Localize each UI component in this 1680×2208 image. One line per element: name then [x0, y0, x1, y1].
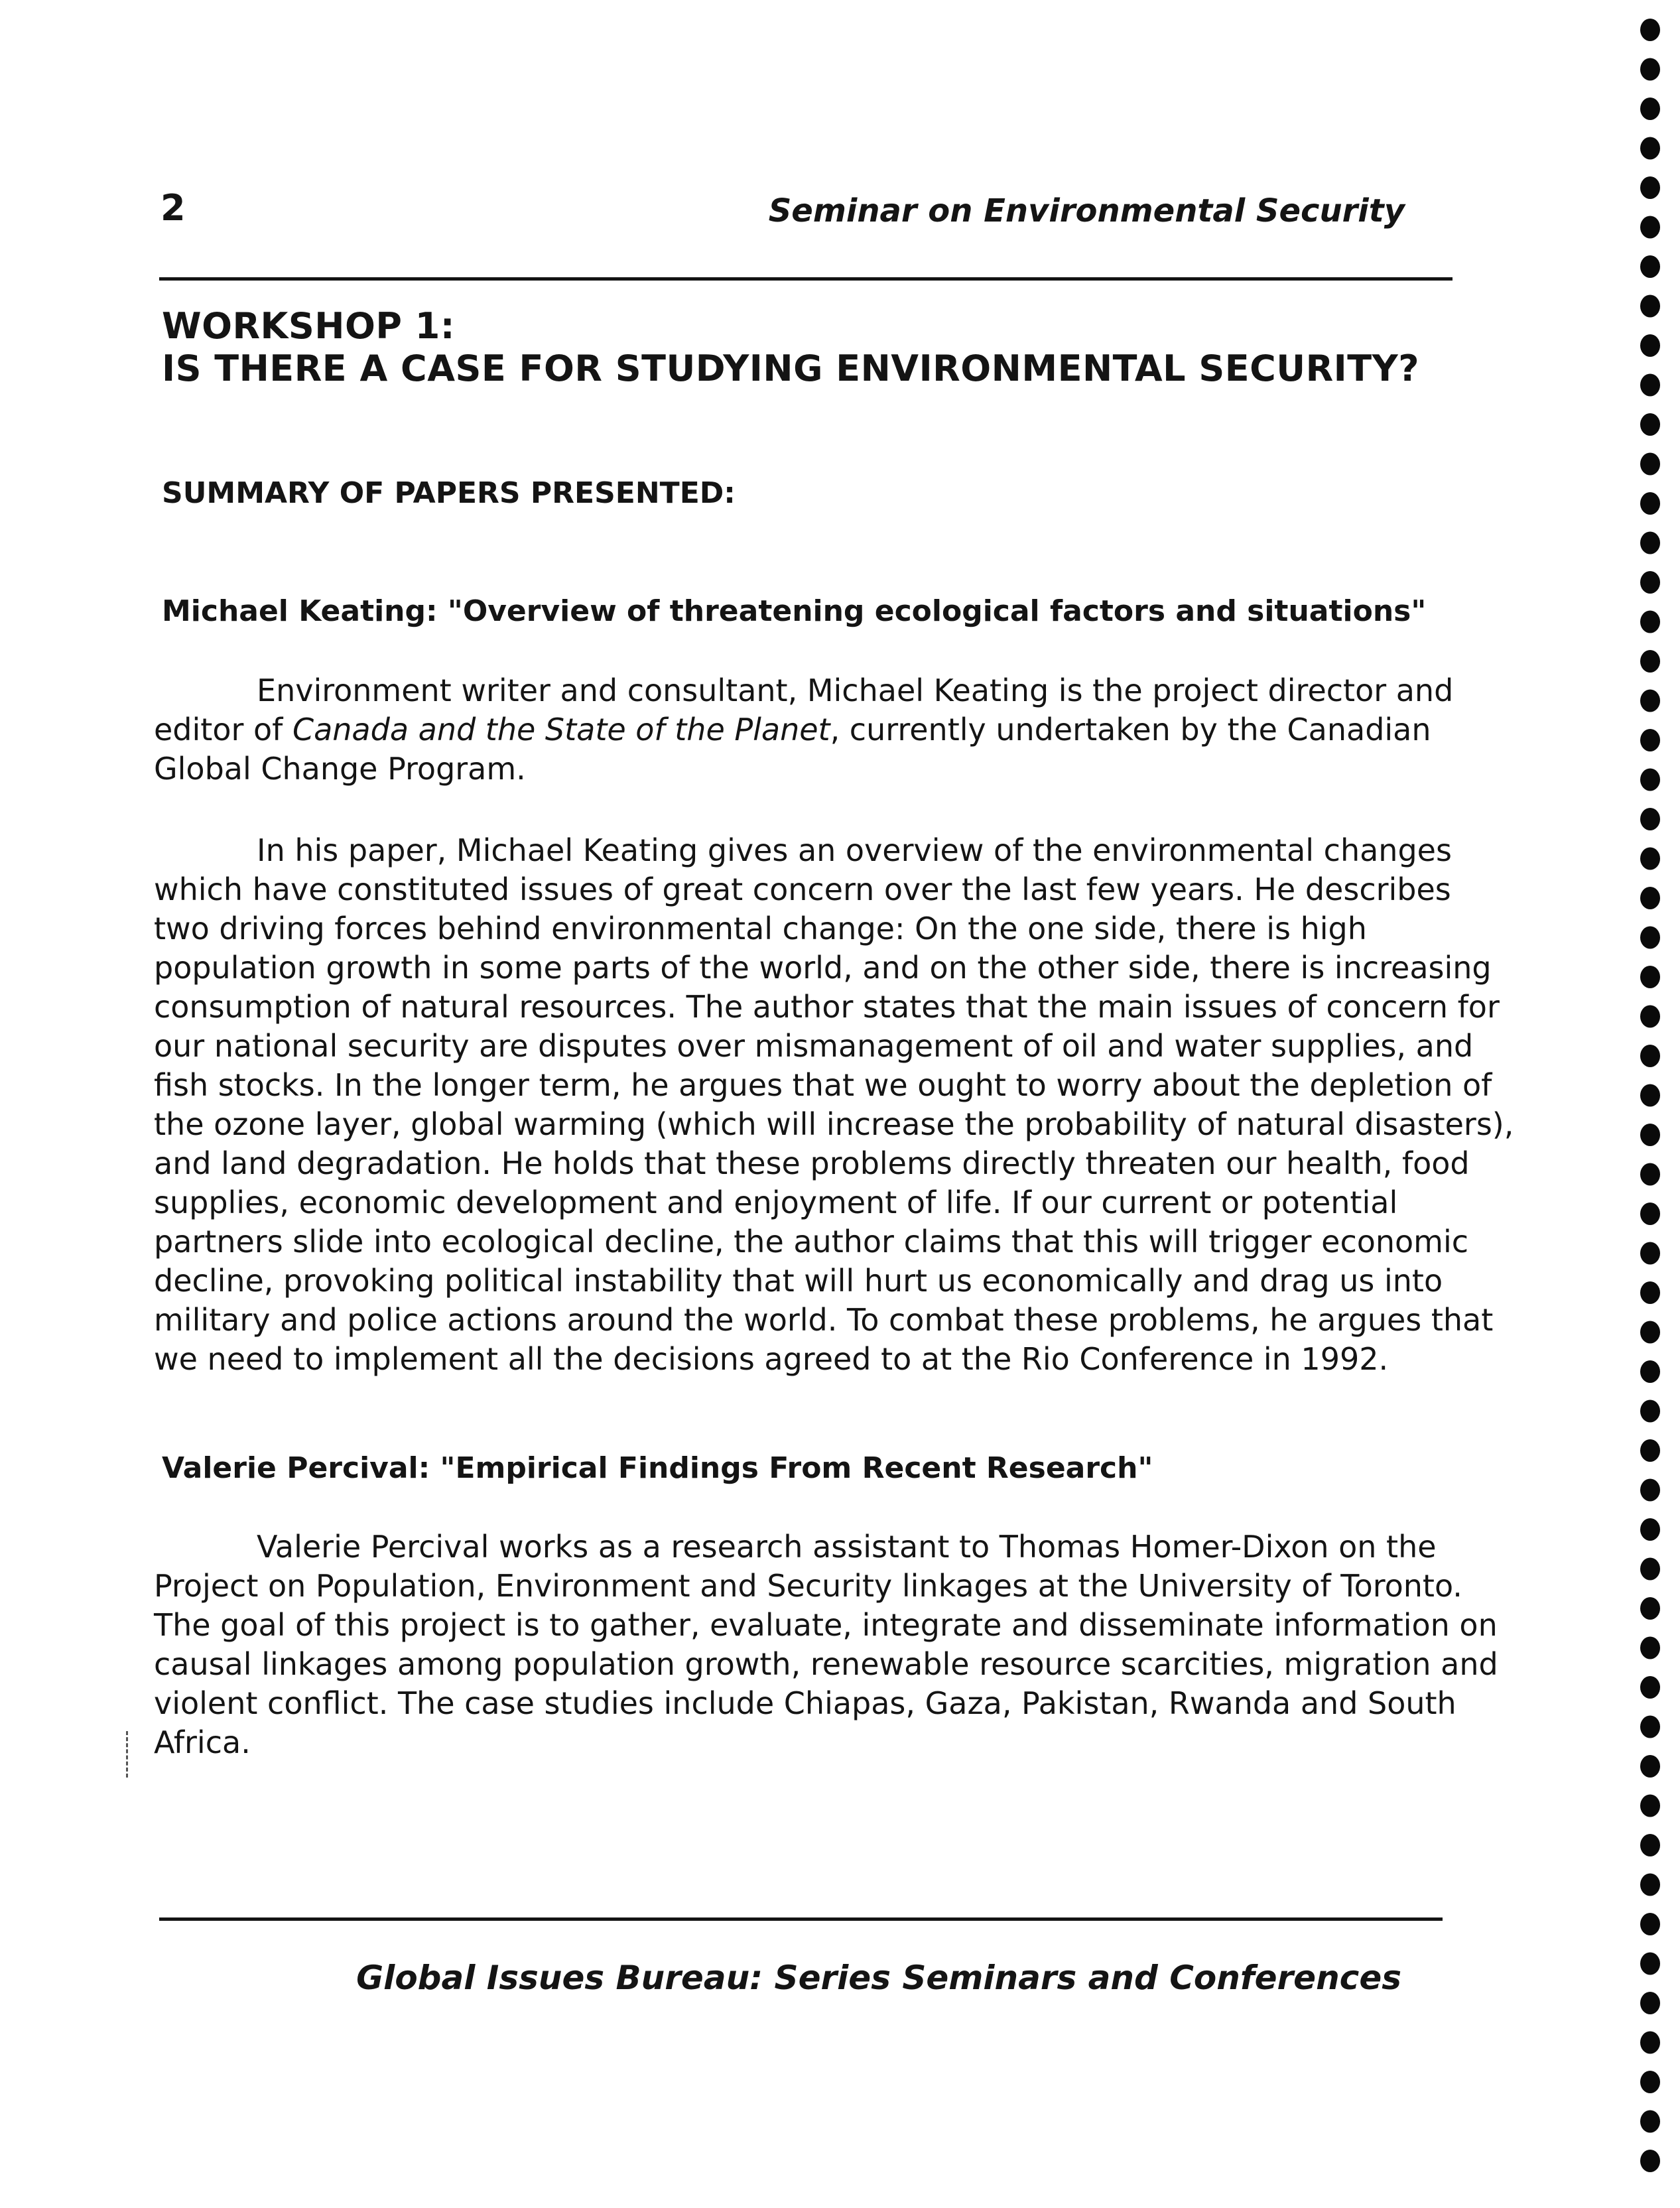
paragraph-line: which have constituted issues of great concern over the last few years. He describes	[154, 872, 1451, 907]
paragraph-line: our national security are disputes over mismanagement of oil and water supplies, and	[154, 1028, 1474, 1064]
binding-hole	[1640, 1716, 1660, 1738]
binding-hole	[1640, 2111, 1660, 2133]
binding-hole	[1640, 571, 1660, 594]
binding-hole	[1640, 848, 1660, 870]
paragraph-line: we need to implement all the decisions agreed to at the Rio Conference in 1992.	[154, 1341, 1389, 1377]
binding-hole	[1640, 216, 1660, 239]
binding-hole	[1640, 1400, 1660, 1423]
paragraph-line: military and police actions around the world. To combat these problems, he argues that	[154, 1302, 1494, 1338]
binding-hole	[1640, 1045, 1660, 1067]
paragraph-line: partners slide into ecological decline, the author claims that this will trigger economic	[154, 1224, 1469, 1260]
paragraph-keating-summary	[154, 831, 1514, 1379]
paragraph-line: decline, provoking political instability that will hurt us economically and drag us into	[154, 1263, 1443, 1299]
workshop-title-line-2: IS THERE A CASE FOR STUDYING ENVIRONMENTAL SECURITY?	[162, 348, 1420, 389]
binding-hole	[1640, 1834, 1660, 1856]
binding-hole	[1640, 808, 1660, 830]
binding-hole	[1640, 2032, 1660, 2054]
publication-title: Canada and the State of the Planet	[292, 712, 830, 747]
binding-hole	[1640, 295, 1660, 318]
paragraph-line: Environment writer and consultant, Michael Keating is the project director and	[257, 673, 1454, 708]
paragraph-line-with-italic-title	[154, 710, 1454, 749]
paragraph-line: Project on Population, Environment and Security linkages at the University of Toronto.	[154, 1568, 1462, 1604]
binding-holes-graphic	[1638, 13, 1665, 2202]
binding-hole	[1640, 611, 1660, 633]
binding-hole	[1640, 927, 1660, 949]
binding-hole	[1640, 1637, 1660, 1659]
scan-edge-mark	[126, 1731, 130, 1778]
paragraph-line: causal linkages among population growth, renewable resource scarcities, migration and	[154, 1646, 1498, 1682]
paragraph-line: fish stocks. In the longer term, he argues that we ought to worry about the depletion of	[154, 1067, 1492, 1103]
paragraph-line: two driving forces behind environmental change: On the one side, there is high	[154, 911, 1367, 946]
paragraph-line: consumption of natural resources. The author states that the main issues of concern for	[154, 989, 1500, 1025]
binding-hole	[1640, 650, 1660, 673]
paragraph-line: In his paper, Michael Keating gives an overview of the environmental changes	[257, 832, 1452, 868]
paragraph-line: Global Change Program.	[154, 751, 526, 787]
binding-hole	[1640, 1202, 1660, 1225]
line-segment: , currently undertaken by the Canadian	[830, 712, 1431, 747]
running-footer: Global Issues Bureau: Series Seminars and Conferences	[356, 1959, 1401, 1997]
header-rule	[159, 277, 1453, 281]
binding-hole	[1640, 2071, 1660, 2093]
binding-hole	[1640, 1006, 1660, 1028]
binding-hole	[1640, 887, 1660, 909]
page-number: 2	[161, 187, 186, 229]
binding-hole	[1640, 1518, 1660, 1541]
paragraph-line: the ozone layer, global warming (which will increase the probability of natural disasters),	[154, 1106, 1514, 1142]
binding-hole	[1640, 1874, 1660, 1896]
paragraph-line: supplies, economic development and enjoyment of life. If our current or potential	[154, 1185, 1398, 1220]
workshop-title-line-1: WORKSHOP 1:	[162, 305, 455, 347]
binding-hole	[1640, 729, 1660, 751]
binding-hole	[1640, 374, 1660, 397]
binding-hole	[1640, 1360, 1660, 1383]
line-segment: editor of	[154, 712, 292, 747]
footer-rule	[159, 1917, 1443, 1921]
binding-hole	[1640, 413, 1660, 436]
binding-hole	[1640, 1163, 1660, 1186]
spiral-binding-holes	[1638, 13, 1665, 2202]
binding-hole	[1640, 453, 1660, 476]
binding-hole	[1640, 1795, 1660, 1817]
paragraph-line: Valerie Percival works as a research assistant to Thomas Homer-Dixon on the	[257, 1529, 1437, 1565]
paragraph-percival-summary	[154, 1527, 1498, 1762]
binding-hole	[1640, 97, 1660, 120]
binding-hole	[1640, 58, 1660, 81]
paragraph-keating-bio	[154, 671, 1454, 789]
binding-hole	[1640, 769, 1660, 791]
paragraph-line: The goal of this project is to gather, evaluate, integrate and disseminate information on	[154, 1607, 1498, 1643]
summary-heading: SUMMARY OF PAPERS PRESENTED:	[162, 476, 736, 510]
binding-hole	[1640, 137, 1660, 160]
binding-hole	[1640, 1084, 1660, 1107]
binding-hole	[1640, 1992, 1660, 2014]
binding-hole	[1640, 176, 1660, 199]
binding-hole	[1640, 1676, 1660, 1699]
binding-hole	[1640, 1479, 1660, 1502]
paragraph-line: and land degradation. He holds that these problems directly threaten our health, food	[154, 1145, 1470, 1181]
binding-hole	[1640, 532, 1660, 554]
binding-hole	[1640, 690, 1660, 712]
binding-hole	[1640, 1321, 1660, 1344]
binding-hole	[1640, 1124, 1660, 1146]
binding-hole	[1640, 492, 1660, 515]
binding-hole	[1640, 255, 1660, 278]
binding-hole	[1640, 1755, 1660, 1778]
paragraph-line: Africa.	[154, 1724, 251, 1760]
paper-heading-percival: Valerie Percival: "Empirical Findings From Recent Research"	[162, 1451, 1153, 1485]
paragraph-line: population growth in some parts of the world, and on the other side, there is increasing	[154, 950, 1492, 986]
binding-hole	[1640, 334, 1660, 357]
binding-hole	[1640, 1597, 1660, 1620]
binding-hole	[1640, 1242, 1660, 1265]
binding-hole	[1640, 1953, 1660, 1975]
binding-hole	[1640, 19, 1660, 41]
binding-hole	[1640, 2150, 1660, 2172]
paper-heading-keating: Michael Keating: "Overview of threatening ecological factors and situations"	[162, 594, 1427, 628]
binding-hole	[1640, 1558, 1660, 1581]
binding-hole	[1640, 966, 1660, 988]
running-header: Seminar on Environmental Security	[768, 192, 1405, 229]
paragraph-line: violent conflict. The case studies include Chiapas, Gaza, Pakistan, Rwanda and South	[154, 1685, 1456, 1721]
workshop-heading	[162, 305, 1419, 390]
binding-hole	[1640, 1439, 1660, 1462]
binding-hole	[1640, 1281, 1660, 1304]
binding-hole	[1640, 1913, 1660, 1935]
